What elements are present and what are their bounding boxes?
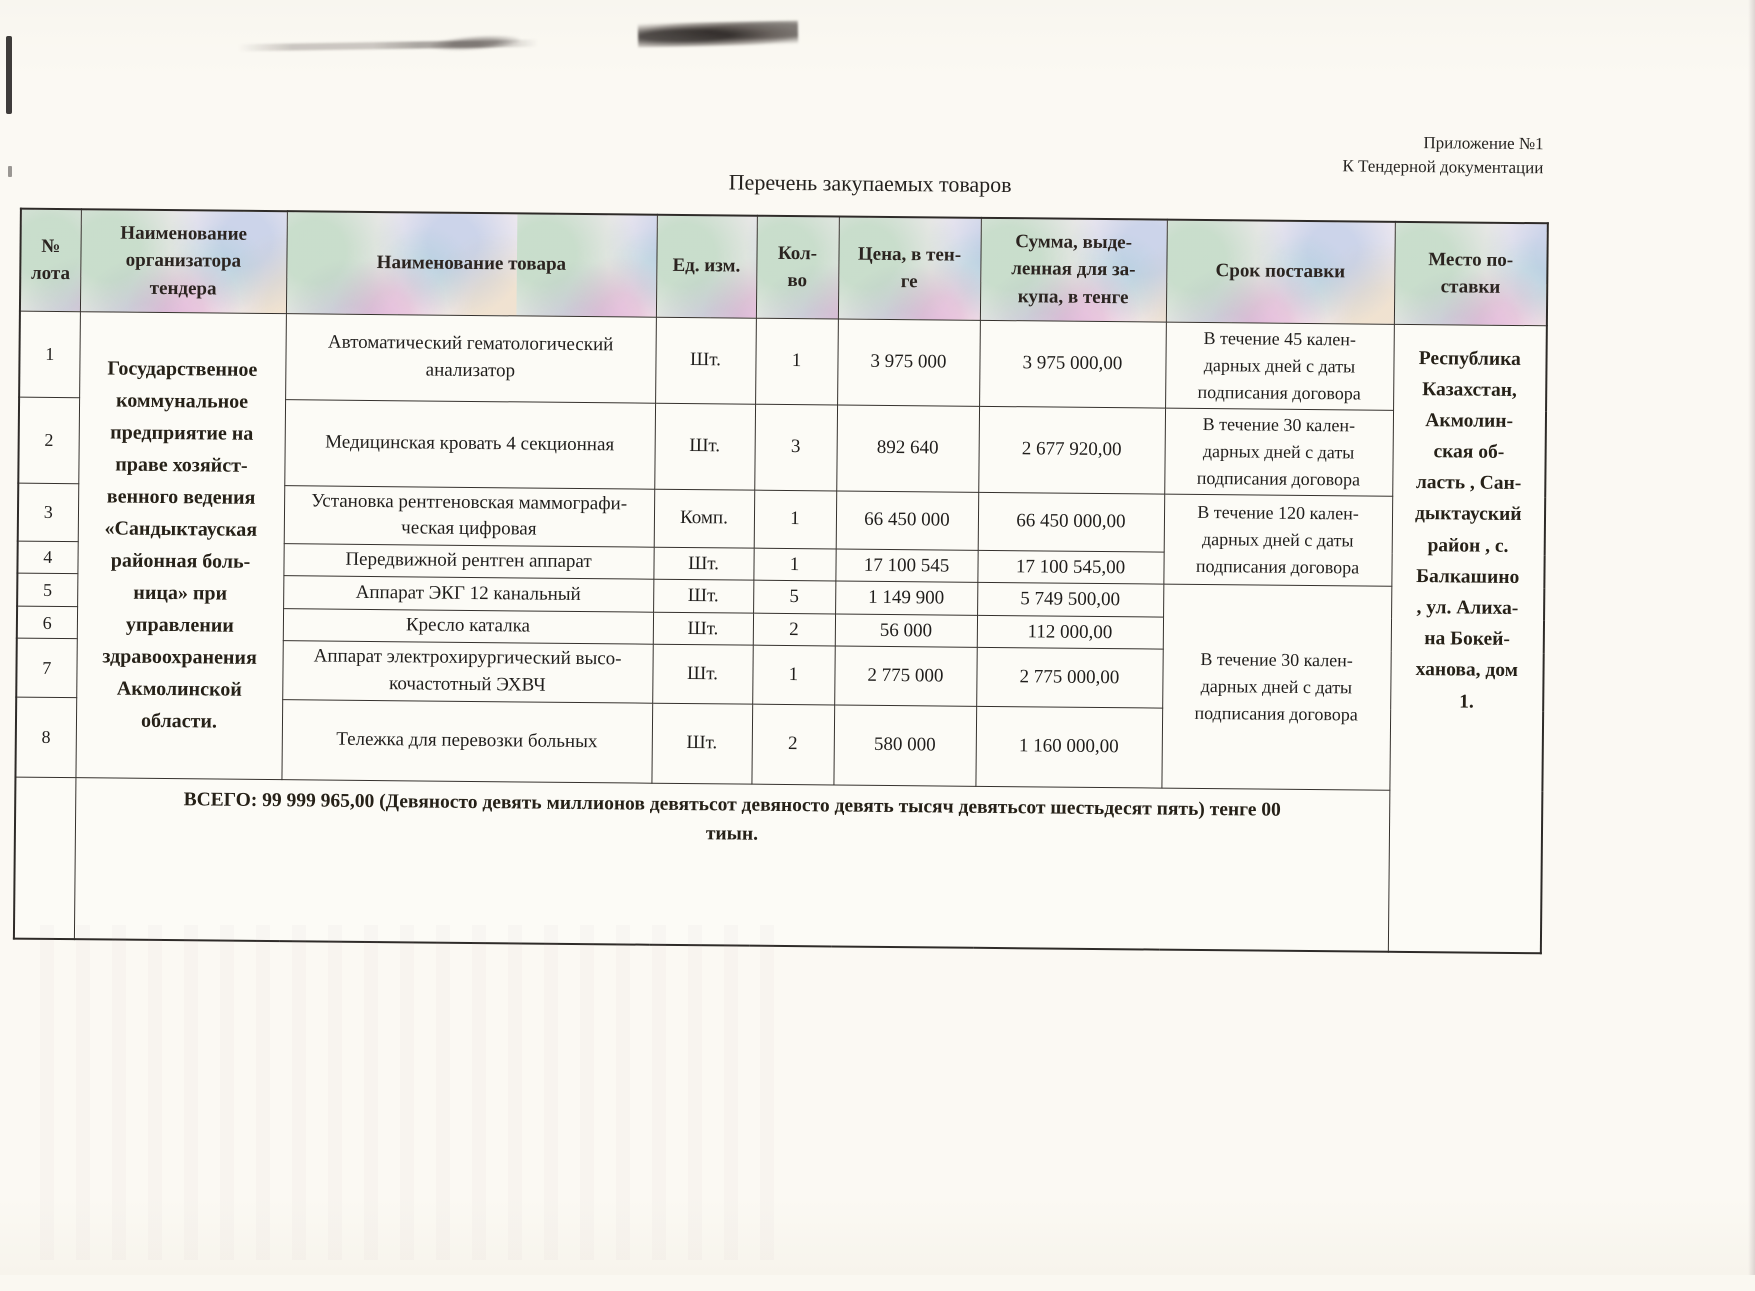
price-cell: 66 450 000	[836, 490, 979, 550]
item-name-cell: Медицинская кровать 4 секционная	[284, 399, 655, 489]
price-cell: 56 000	[835, 614, 977, 648]
sum-cell: 2 677 920,00	[978, 406, 1165, 494]
empty-cell	[14, 777, 76, 940]
sum-cell: 66 450 000,00	[978, 492, 1165, 552]
delivery-term-cell: В течение 30 кален- дарных дней с даты подписания договора	[1161, 584, 1391, 789]
delivery-term-cell: В течение 120 кален- дарных дней с даты подписания договора	[1163, 494, 1392, 587]
unit-cell: Шт.	[652, 645, 753, 704]
quantity-cell: 1	[753, 548, 835, 581]
quantity-cell: 1	[755, 318, 838, 405]
table-row-total	[14, 777, 1542, 954]
price-cell: 2 775 000	[834, 646, 977, 706]
header-price: Цена, в тен- ге	[838, 216, 981, 319]
lot-number-cell: 3	[18, 483, 79, 542]
sum-cell: 112 000,00	[977, 615, 1163, 649]
price-cell: 580 000	[833, 704, 976, 785]
unit-cell: Шт.	[653, 612, 753, 646]
total-cell: ВСЕГО: 99 999 965,00 (Девяносто девять миллионов девятьсот девяносто девять тысяч девятьсот шестьдесят пять) тенге 00 тиын.	[74, 777, 1389, 952]
header-sum: Сумма, выде- ленная для за- купа, в тенге	[980, 218, 1167, 322]
item-name-cell: Передвижной рентген аппарат	[283, 543, 653, 579]
unit-cell: Комп.	[654, 489, 755, 548]
lot-number-cell: 4	[17, 541, 77, 574]
header-lot-number: № лота	[20, 209, 81, 312]
quantity-cell: 1	[752, 645, 835, 704]
header-unit: Ед. изм.	[656, 215, 757, 318]
header-item-name: Наименование товара	[286, 211, 657, 317]
lot-number-cell: 8	[15, 697, 76, 778]
unit-cell: Шт.	[653, 547, 753, 581]
quantity-cell: 5	[753, 580, 835, 613]
item-name-cell: Установка рентгеновская маммографи- ческая цифровая	[284, 485, 655, 547]
quantity-cell: 3	[754, 404, 837, 491]
quantity-cell: 1	[754, 490, 837, 549]
table-row-lot-1	[19, 311, 1547, 412]
procurement-table	[13, 208, 1549, 955]
item-name-cell: Аппарат ЭКГ 12 канальный	[283, 576, 653, 612]
unit-cell: Шт.	[655, 317, 756, 404]
quantity-cell: 2	[751, 704, 834, 785]
table-header-row	[20, 209, 1548, 326]
header-quantity: Кол- во	[756, 216, 839, 319]
page-title: Перечень закупаемых товаров	[728, 169, 1012, 198]
item-name-cell: Автоматический гематологический анализатор	[285, 313, 656, 403]
lot-number-cell: 1	[19, 311, 80, 398]
unit-cell: Шт.	[654, 403, 755, 490]
lot-number-cell: 5	[17, 573, 77, 606]
lot-number-cell: 2	[18, 397, 79, 484]
sum-cell: 17 100 545,00	[977, 550, 1163, 584]
header-delivery-term: Срок поставки	[1166, 220, 1395, 324]
sum-cell: 5 749 500,00	[977, 583, 1163, 617]
price-cell: 1 149 900	[835, 581, 977, 615]
delivery-term-cell: В течение 45 кален- дарных дней с даты подписания договора	[1165, 322, 1394, 410]
appendix-line1: Приложение №1	[1423, 133, 1544, 154]
header-organizer: Наименование организатора тендера	[80, 209, 287, 313]
price-cell: 17 100 545	[835, 549, 977, 583]
lot-number-cell: 6	[17, 606, 77, 639]
delivery-place-cell: Республика Казахстан, Акмолин- ская об- ласть , Сан- дыктауский район , с. Балкашино , ул. Алиха- на Бокей- ханова, дом 1.	[1388, 324, 1547, 953]
price-cell: 3 975 000	[837, 318, 980, 405]
appendix-line2: К Тендерной документации	[1342, 156, 1544, 178]
lot-number-cell: 7	[16, 638, 77, 697]
price-cell: 892 640	[836, 404, 979, 491]
quantity-cell: 2	[753, 613, 835, 646]
item-name-cell: Кресло каталка	[283, 608, 653, 644]
header-delivery-place: Место по- ставки	[1394, 222, 1548, 325]
item-name-cell: Аппарат электрохирургический высо- кочастотный ЭХВЧ	[282, 641, 653, 703]
appendix-note	[1243, 129, 1543, 179]
organizer-cell: Государственное коммунальное предприятие на праве хозяйст- венного ведения «Сандыктауская районная боль- ница» при управлении здравоохранения Акмолинской области.	[75, 311, 285, 779]
sum-cell: 2 775 000,00	[976, 648, 1163, 708]
unit-cell: Шт.	[653, 579, 753, 613]
item-name-cell: Тележка для перевозки больных	[281, 699, 652, 783]
sum-cell: 1 160 000,00	[975, 706, 1162, 788]
unit-cell: Шт.	[651, 703, 752, 784]
delivery-term-cell: В течение 30 кален- дарных дней с даты подписания договора	[1164, 408, 1393, 496]
sum-cell: 3 975 000,00	[979, 320, 1166, 408]
